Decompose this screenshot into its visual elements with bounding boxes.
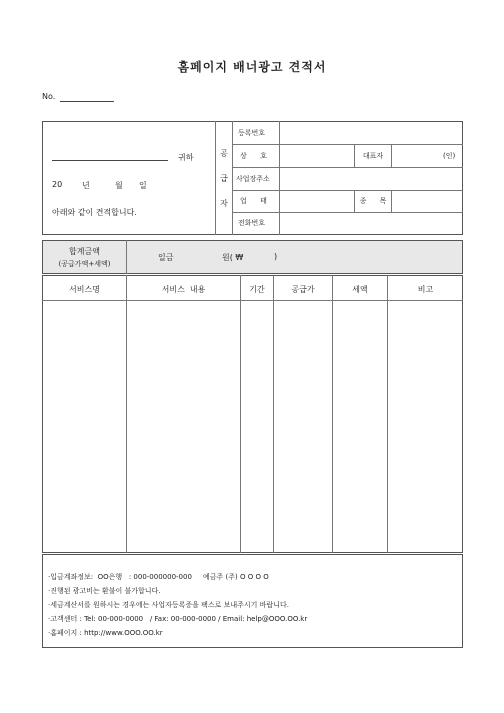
phone-label: 전화번호 (238, 219, 266, 227)
supplier-side-char-1: 공 (220, 149, 228, 158)
recipient-name-line[interactable] (52, 160, 168, 161)
doc-number-label: No. (42, 92, 56, 101)
supplier-side-char-3: 자 (220, 199, 228, 208)
quote-statement: 아래와 같이 견적합니다. (52, 208, 137, 217)
total-label-sub: (공급가액+세액) (58, 260, 111, 268)
note-homepage: ·홈페이지 : http://www.OOO.OO.kr (48, 629, 163, 637)
note-bank-info: ·입금계좌정보: OO은행 : 000-000000-000 예금주 (주) O O O O (48, 573, 269, 581)
date-year: 20 (52, 180, 63, 189)
total-amount-prefix: 일금 (158, 253, 174, 262)
col-header-note: 비고 (417, 285, 434, 294)
company-name-field[interactable] (280, 145, 354, 167)
total-amount-won: 원( ₩ (222, 253, 244, 262)
reg-number-label: 등록번호 (238, 129, 266, 137)
col-header-supply-price: 공급가 (291, 285, 315, 294)
address-label: 사업장주소 (236, 175, 270, 183)
phone-field[interactable] (280, 213, 462, 234)
note-customer-center: ·고객센터 : Tel: 00-000-0000 / Fax: 00-000-0000 / Email: help@OOO.OO.kr (48, 615, 308, 623)
note-refund: ·진행된 광고비는 환불이 불가합니다. (48, 587, 161, 595)
date-day-unit: 일 (139, 181, 147, 190)
business-item-label: 종 목 (359, 197, 387, 205)
items-body[interactable] (43, 301, 462, 552)
ceo-label: 대표자 (362, 152, 384, 160)
business-type-field[interactable] (280, 191, 354, 212)
col-header-period: 기간 (249, 285, 265, 294)
seal-label: (인) (443, 152, 456, 160)
business-item-field[interactable] (392, 191, 462, 212)
supplier-side-char-2: 급 (220, 174, 228, 183)
reg-number-field[interactable] (280, 122, 462, 144)
total-label: 합계금액 (69, 247, 100, 256)
company-name-label: 상 호 (240, 152, 267, 160)
total-amount-close: ) (274, 252, 278, 261)
business-type-label: 업 태 (240, 197, 267, 205)
doc-number-field[interactable] (60, 101, 114, 102)
page-title: 홈페이지 배너광고 견적서 (177, 60, 327, 74)
recipient-honorific: 귀하 (178, 153, 194, 162)
date-month-unit: 월 (115, 181, 123, 190)
col-header-tax: 세액 (352, 285, 368, 294)
date-year-unit: 년 (82, 181, 90, 190)
note-tax-invoice: ·세금계산서를 원하시는 경우에는 사업자등록증을 팩스로 보내주시기 바랍니다. (48, 601, 289, 609)
col-header-service-content: 서비스 내용 (161, 285, 206, 294)
address-field[interactable] (280, 168, 462, 190)
col-header-service-name: 서비스명 (69, 285, 100, 294)
